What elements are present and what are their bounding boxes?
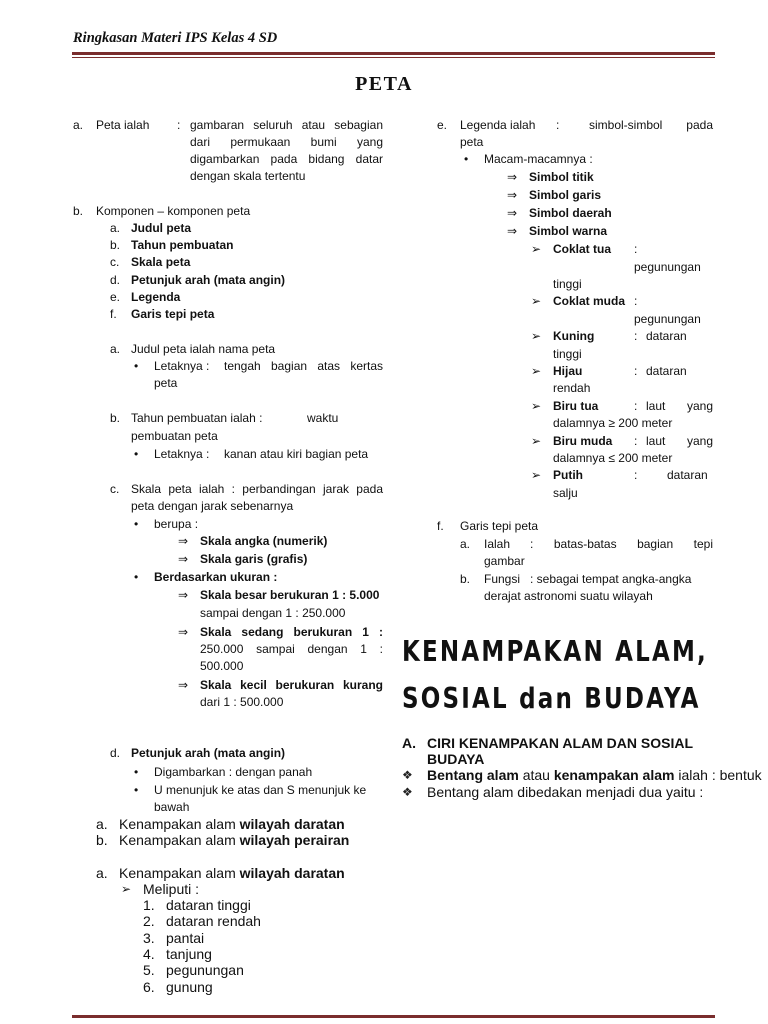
footer-rule <box>72 1015 715 1018</box>
bullet-text: tengah bagian atas kertas <box>224 359 383 373</box>
arrow-icon: ⇒ <box>507 170 518 184</box>
tahun-definition-line2: pembuatan peta <box>131 429 218 443</box>
arrow-icon: ⇒ <box>178 534 189 548</box>
landform-item: pegunungan <box>166 962 244 978</box>
arrowhead-icon: ➢ <box>531 294 542 308</box>
kenampakan-bold: wilayah perairan <box>239 832 350 848</box>
landform-item: dataran rendah <box>166 913 261 929</box>
list-marker: b. <box>110 411 121 425</box>
tahun-definition-cont: waktu <box>307 411 339 425</box>
list-marker: a. <box>73 118 84 132</box>
section-heading: BUDAYA <box>427 751 485 767</box>
list-marker: a. <box>96 816 108 832</box>
kenampakan-item <box>119 816 345 833</box>
list-marker: a. <box>460 537 471 551</box>
color-colon: : <box>634 294 638 308</box>
landform-item: dataran tinggi <box>166 897 251 913</box>
header-rule <box>72 52 715 55</box>
list-marker: b. <box>110 238 121 252</box>
list-number: 5. <box>143 962 155 978</box>
color-desc: dalamnya ≤ 200 meter <box>553 451 673 465</box>
page-header: Ringkasan Materi IPS Kelas 4 SD <box>73 30 278 46</box>
list-marker: a. <box>110 221 121 235</box>
list-number: 6. <box>143 979 155 995</box>
judul-definition: Judul peta ialah nama peta <box>131 342 276 356</box>
list-marker: e. <box>110 290 121 304</box>
arrow-icon: ⇒ <box>507 224 518 238</box>
bullet-dot: • <box>134 765 139 779</box>
header-rule-thin <box>72 57 715 58</box>
page-title: PETA <box>355 73 413 95</box>
section-heading: CIRI KENAMPAKAN ALAM DAN SOSIAL <box>427 735 693 751</box>
components-heading: Komponen – komponen peta <box>96 204 251 218</box>
definition-colon: : <box>556 118 560 132</box>
garis-term: Fungsi <box>484 572 521 586</box>
definition-line: dengan skala tertentu <box>190 169 306 183</box>
arrow-icon: ⇒ <box>178 678 189 692</box>
definition-term: Peta ialah <box>96 118 150 132</box>
bentang-bold: Bentang alam <box>427 767 519 783</box>
list-marker: c. <box>110 255 120 269</box>
color-desc: pegunungan <box>634 260 701 274</box>
definition-line: gambaran seluruh atau sebagian <box>190 118 383 132</box>
bullet-dot: • <box>134 447 139 461</box>
color-colon: : <box>634 468 638 482</box>
daratan-heading <box>119 865 345 882</box>
scale-type: Skala garis (grafis) <box>200 552 308 566</box>
arrow-icon: ⇒ <box>178 552 189 566</box>
color-desc: dataran <box>646 329 687 343</box>
macam-label: Macam-macamnya : <box>484 152 593 166</box>
skala-definition: peta dengan jarak sebenarnya <box>131 499 294 513</box>
component-item: Skala peta <box>131 255 191 269</box>
bullet-label: Letaknya : <box>154 359 210 373</box>
bullet-text: peta <box>154 376 178 390</box>
landform-item: tanjung <box>166 946 212 962</box>
kenampakan-prefix: Kenampakan alam <box>119 816 240 832</box>
color-desc: laut yang <box>646 434 713 448</box>
bullet-dot: • <box>134 783 139 797</box>
list-marker: e. <box>437 118 448 132</box>
arrowhead-icon: ➢ <box>531 364 542 378</box>
bullet-dot: • <box>134 517 139 531</box>
symbol-item: Simbol garis <box>529 188 602 202</box>
color-desc: salju <box>553 486 578 500</box>
scale-size: Skala besar berukuran 1 : 5.000 <box>200 588 380 602</box>
bullet-text: Digambarkan : dengan panah <box>154 765 313 779</box>
daratan-bold: wilayah daratan <box>239 865 345 881</box>
scale-size: Skala sedang berukuran 1 : <box>200 625 383 639</box>
bullet-dot: • <box>134 570 139 584</box>
list-number: 2. <box>143 913 155 929</box>
list-marker: d. <box>110 746 121 760</box>
color-desc: pegunungan <box>634 312 701 326</box>
list-marker: b. <box>73 204 84 218</box>
ukuran-label: Berdasarkan ukuran : <box>154 570 278 584</box>
bentang-paragraph <box>427 767 762 784</box>
list-marker: b. <box>96 832 108 848</box>
list-marker: a. <box>96 865 108 881</box>
definition-term: Legenda ialah <box>460 118 536 132</box>
arrowhead-icon: ➢ <box>531 329 542 343</box>
color-colon: : <box>634 434 638 448</box>
arrowhead-icon: ➢ <box>121 882 132 896</box>
scale-type: Skala angka (numerik) <box>200 534 328 548</box>
scale-size: Skala kecil berukuran kurang <box>200 678 383 692</box>
component-item: Tahun pembuatan <box>131 238 234 252</box>
section-big-title: SOSIAL dan BUDAYA <box>402 683 701 716</box>
garis-text: derajat astronomi suatu wilayah <box>484 589 653 603</box>
section-marker: A. <box>402 735 416 751</box>
color-desc: dataran <box>667 468 708 482</box>
bullet-text: U menunjuk ke atas dan S menunjuk ke <box>154 783 367 797</box>
meliputi-label: Meliputi : <box>143 881 200 897</box>
landform-item: pantai <box>166 930 205 946</box>
diamond-bullet-icon: ❖ <box>402 768 413 782</box>
arrowhead-icon: ➢ <box>531 468 542 482</box>
component-item: Garis tepi peta <box>131 307 215 321</box>
arrow-icon: ⇒ <box>507 206 518 220</box>
garis-text: gambar <box>484 554 525 568</box>
arrow-icon: ⇒ <box>178 625 189 639</box>
definition-line: simbol-simbol pada <box>589 118 713 132</box>
scale-size: 250.000 sampai dengan 1 : <box>200 642 383 656</box>
daratan-prefix: Kenampakan alam <box>119 865 240 881</box>
symbol-item: Simbol daerah <box>529 206 612 220</box>
symbol-item: Simbol titik <box>529 170 594 184</box>
list-marker: a. <box>110 342 121 356</box>
list-marker: d. <box>110 273 121 287</box>
kenampakan-bold: wilayah daratan <box>239 816 345 832</box>
color-desc: rendah <box>553 381 591 395</box>
symbol-item: Simbol warna <box>529 224 608 238</box>
color-name: Coklat muda <box>553 294 626 308</box>
color-colon: : <box>634 329 638 343</box>
scale-size: dari 1 : 500.000 <box>200 695 284 709</box>
color-desc: laut yang <box>646 399 713 413</box>
garis-heading: Garis tepi peta <box>460 519 539 533</box>
petunjuk-heading: Petunjuk arah (mata angin) <box>131 746 286 760</box>
list-number: 4. <box>143 946 155 962</box>
color-name: Biru tua <box>553 399 599 413</box>
color-desc: tinggi <box>553 347 582 361</box>
color-desc: tinggi <box>553 277 582 291</box>
bullet-text: kanan atau kiri bagian peta <box>224 447 369 461</box>
landform-item: gunung <box>166 979 213 995</box>
color-name: Hijau <box>553 364 583 378</box>
bentang-end: ialah : bentuk <box>674 767 762 783</box>
section-big-title: KENAMPAKAN ALAM, <box>402 636 708 669</box>
tahun-definition: Tahun pembuatan ialah : <box>131 411 263 425</box>
diamond-bullet-icon: ❖ <box>402 785 413 799</box>
definition-line: dari permukaan bumi yang <box>190 135 383 149</box>
arrowhead-icon: ➢ <box>531 434 542 448</box>
color-name: Kuning <box>553 329 595 343</box>
bullet-text: bawah <box>154 800 190 814</box>
list-marker: f. <box>110 307 117 321</box>
scale-size: sampai dengan 1 : 250.000 <box>200 606 346 620</box>
garis-term: Ialah <box>484 537 511 551</box>
color-name: Putih <box>553 468 583 482</box>
skala-definition: Skala peta ialah : perbandingan jarak pada <box>131 482 383 496</box>
component-item: Petunjuk arah (mata angin) <box>131 273 286 287</box>
list-number: 3. <box>143 930 155 946</box>
color-name: Coklat tua <box>553 242 612 256</box>
bentang-paragraph: Bentang alam dibedakan menjadi dua yaitu : <box>427 784 704 800</box>
component-item: Judul peta <box>131 221 192 235</box>
kenampakan-prefix: Kenampakan alam <box>119 832 240 848</box>
bullet-dot: • <box>134 359 139 373</box>
kenampakan-item <box>119 832 349 849</box>
definition-line: digambarkan pada bidang datar <box>190 152 383 166</box>
garis-text: : batas-batas bagian tepi <box>530 537 713 551</box>
list-marker: b. <box>460 572 471 586</box>
color-desc: dalamnya ≥ 200 meter <box>553 416 673 430</box>
arrowhead-icon: ➢ <box>531 242 542 256</box>
color-desc: dataran <box>646 364 687 378</box>
component-item: Legenda <box>131 290 181 304</box>
list-number: 1. <box>143 897 155 913</box>
color-colon: : <box>634 399 638 413</box>
definition-line: peta <box>460 135 484 149</box>
garis-text: : sebagai tempat angka-angka <box>530 572 692 586</box>
definition-colon: : <box>177 118 181 132</box>
arrow-icon: ⇒ <box>178 588 189 602</box>
kenampakan-bold: kenampakan alam <box>553 767 675 783</box>
list-marker: f. <box>437 519 444 533</box>
list-marker: c. <box>110 482 120 496</box>
color-name: Biru muda <box>553 434 613 448</box>
berupa-label: berupa : <box>154 517 199 531</box>
scale-size: 500.000 <box>200 659 244 673</box>
bullet-label: Letaknya : <box>154 447 210 461</box>
arrow-icon: ⇒ <box>507 188 518 202</box>
bullet-dot: • <box>464 152 469 166</box>
color-colon: : <box>634 364 638 378</box>
arrowhead-icon: ➢ <box>531 399 542 413</box>
bentang-mid: atau <box>518 767 554 783</box>
color-colon: : <box>634 242 638 256</box>
